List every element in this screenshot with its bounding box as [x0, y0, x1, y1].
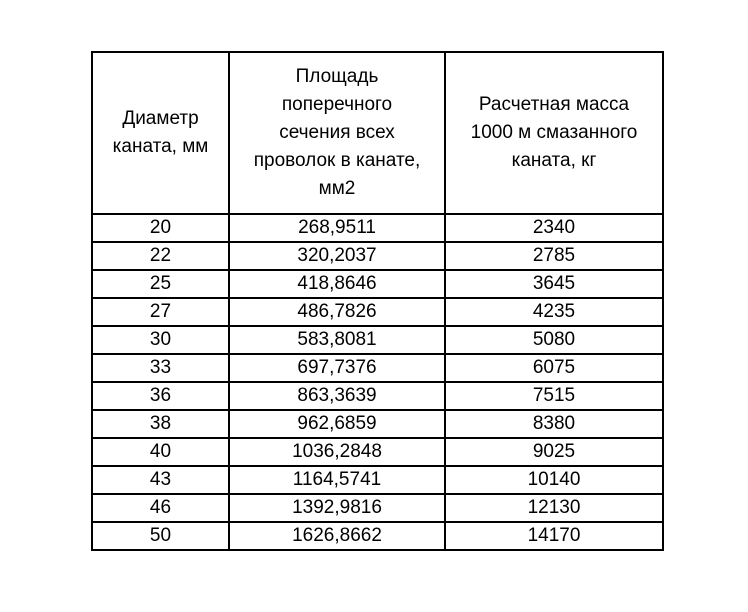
header-text-line: Расчетная масса	[478, 94, 630, 115]
cell-mass: 9025	[445, 438, 663, 466]
header-text-line: проволок в канате,	[253, 150, 421, 171]
header-calculated-mass	[445, 52, 663, 214]
cell-diameter: 43	[92, 466, 229, 494]
header-cross-section-area	[229, 52, 445, 214]
table-row	[92, 354, 663, 382]
header-text-line: Диаметр	[122, 108, 199, 129]
header-text-line: мм2	[318, 178, 356, 199]
header-text-line: Площадь	[295, 66, 379, 87]
header-text-line: поперечного	[281, 94, 393, 115]
cell-mass: 5080	[445, 326, 663, 354]
table-header	[92, 52, 663, 214]
cell-mass: 7515	[445, 382, 663, 410]
cell-diameter: 22	[92, 242, 229, 270]
header-rope-diameter	[92, 52, 229, 214]
cell-mass: 2785	[445, 242, 663, 270]
table-row	[92, 410, 663, 438]
cell-diameter: 27	[92, 298, 229, 326]
cell-area: 697,7376	[229, 354, 445, 382]
table-row	[92, 270, 663, 298]
cell-mass: 2340	[445, 214, 663, 242]
table-row	[92, 494, 663, 522]
table-row	[92, 522, 663, 550]
cell-area: 962,6859	[229, 410, 445, 438]
table-row	[92, 326, 663, 354]
cell-area: 418,8646	[229, 270, 445, 298]
cell-area: 268,9511	[229, 214, 445, 242]
cell-mass: 3645	[445, 270, 663, 298]
table-row	[92, 214, 663, 242]
cell-mass: 6075	[445, 354, 663, 382]
cell-area: 1036,2848	[229, 438, 445, 466]
header-row	[92, 52, 663, 214]
cell-diameter: 38	[92, 410, 229, 438]
header-text-line: каната, мм	[112, 136, 209, 157]
cell-area: 583,8081	[229, 326, 445, 354]
cell-diameter: 40	[92, 438, 229, 466]
cell-mass: 4235	[445, 298, 663, 326]
cell-diameter: 33	[92, 354, 229, 382]
table-body	[92, 214, 663, 550]
cell-diameter: 50	[92, 522, 229, 550]
cell-area: 1392,9816	[229, 494, 445, 522]
cell-diameter: 46	[92, 494, 229, 522]
cell-area: 863,3639	[229, 382, 445, 410]
cell-area: 486,7826	[229, 298, 445, 326]
cell-diameter: 30	[92, 326, 229, 354]
cell-mass: 10140	[445, 466, 663, 494]
cell-diameter: 36	[92, 382, 229, 410]
table-row	[92, 466, 663, 494]
cell-mass: 14170	[445, 522, 663, 550]
table-row	[92, 382, 663, 410]
cell-area: 1626,8662	[229, 522, 445, 550]
cell-area: 320,2037	[229, 242, 445, 270]
cell-mass: 8380	[445, 410, 663, 438]
cell-diameter: 25	[92, 270, 229, 298]
table-row	[92, 242, 663, 270]
cell-diameter: 20	[92, 214, 229, 242]
cell-mass: 12130	[445, 494, 663, 522]
cell-area: 1164,5741	[229, 466, 445, 494]
header-text-line: 1000 м смазанного	[470, 122, 638, 143]
rope-data-table	[91, 51, 664, 551]
table-row	[92, 438, 663, 466]
header-text-line: сечения всех	[279, 122, 395, 143]
table-row	[92, 298, 663, 326]
header-text-line: каната, кг	[511, 150, 597, 171]
